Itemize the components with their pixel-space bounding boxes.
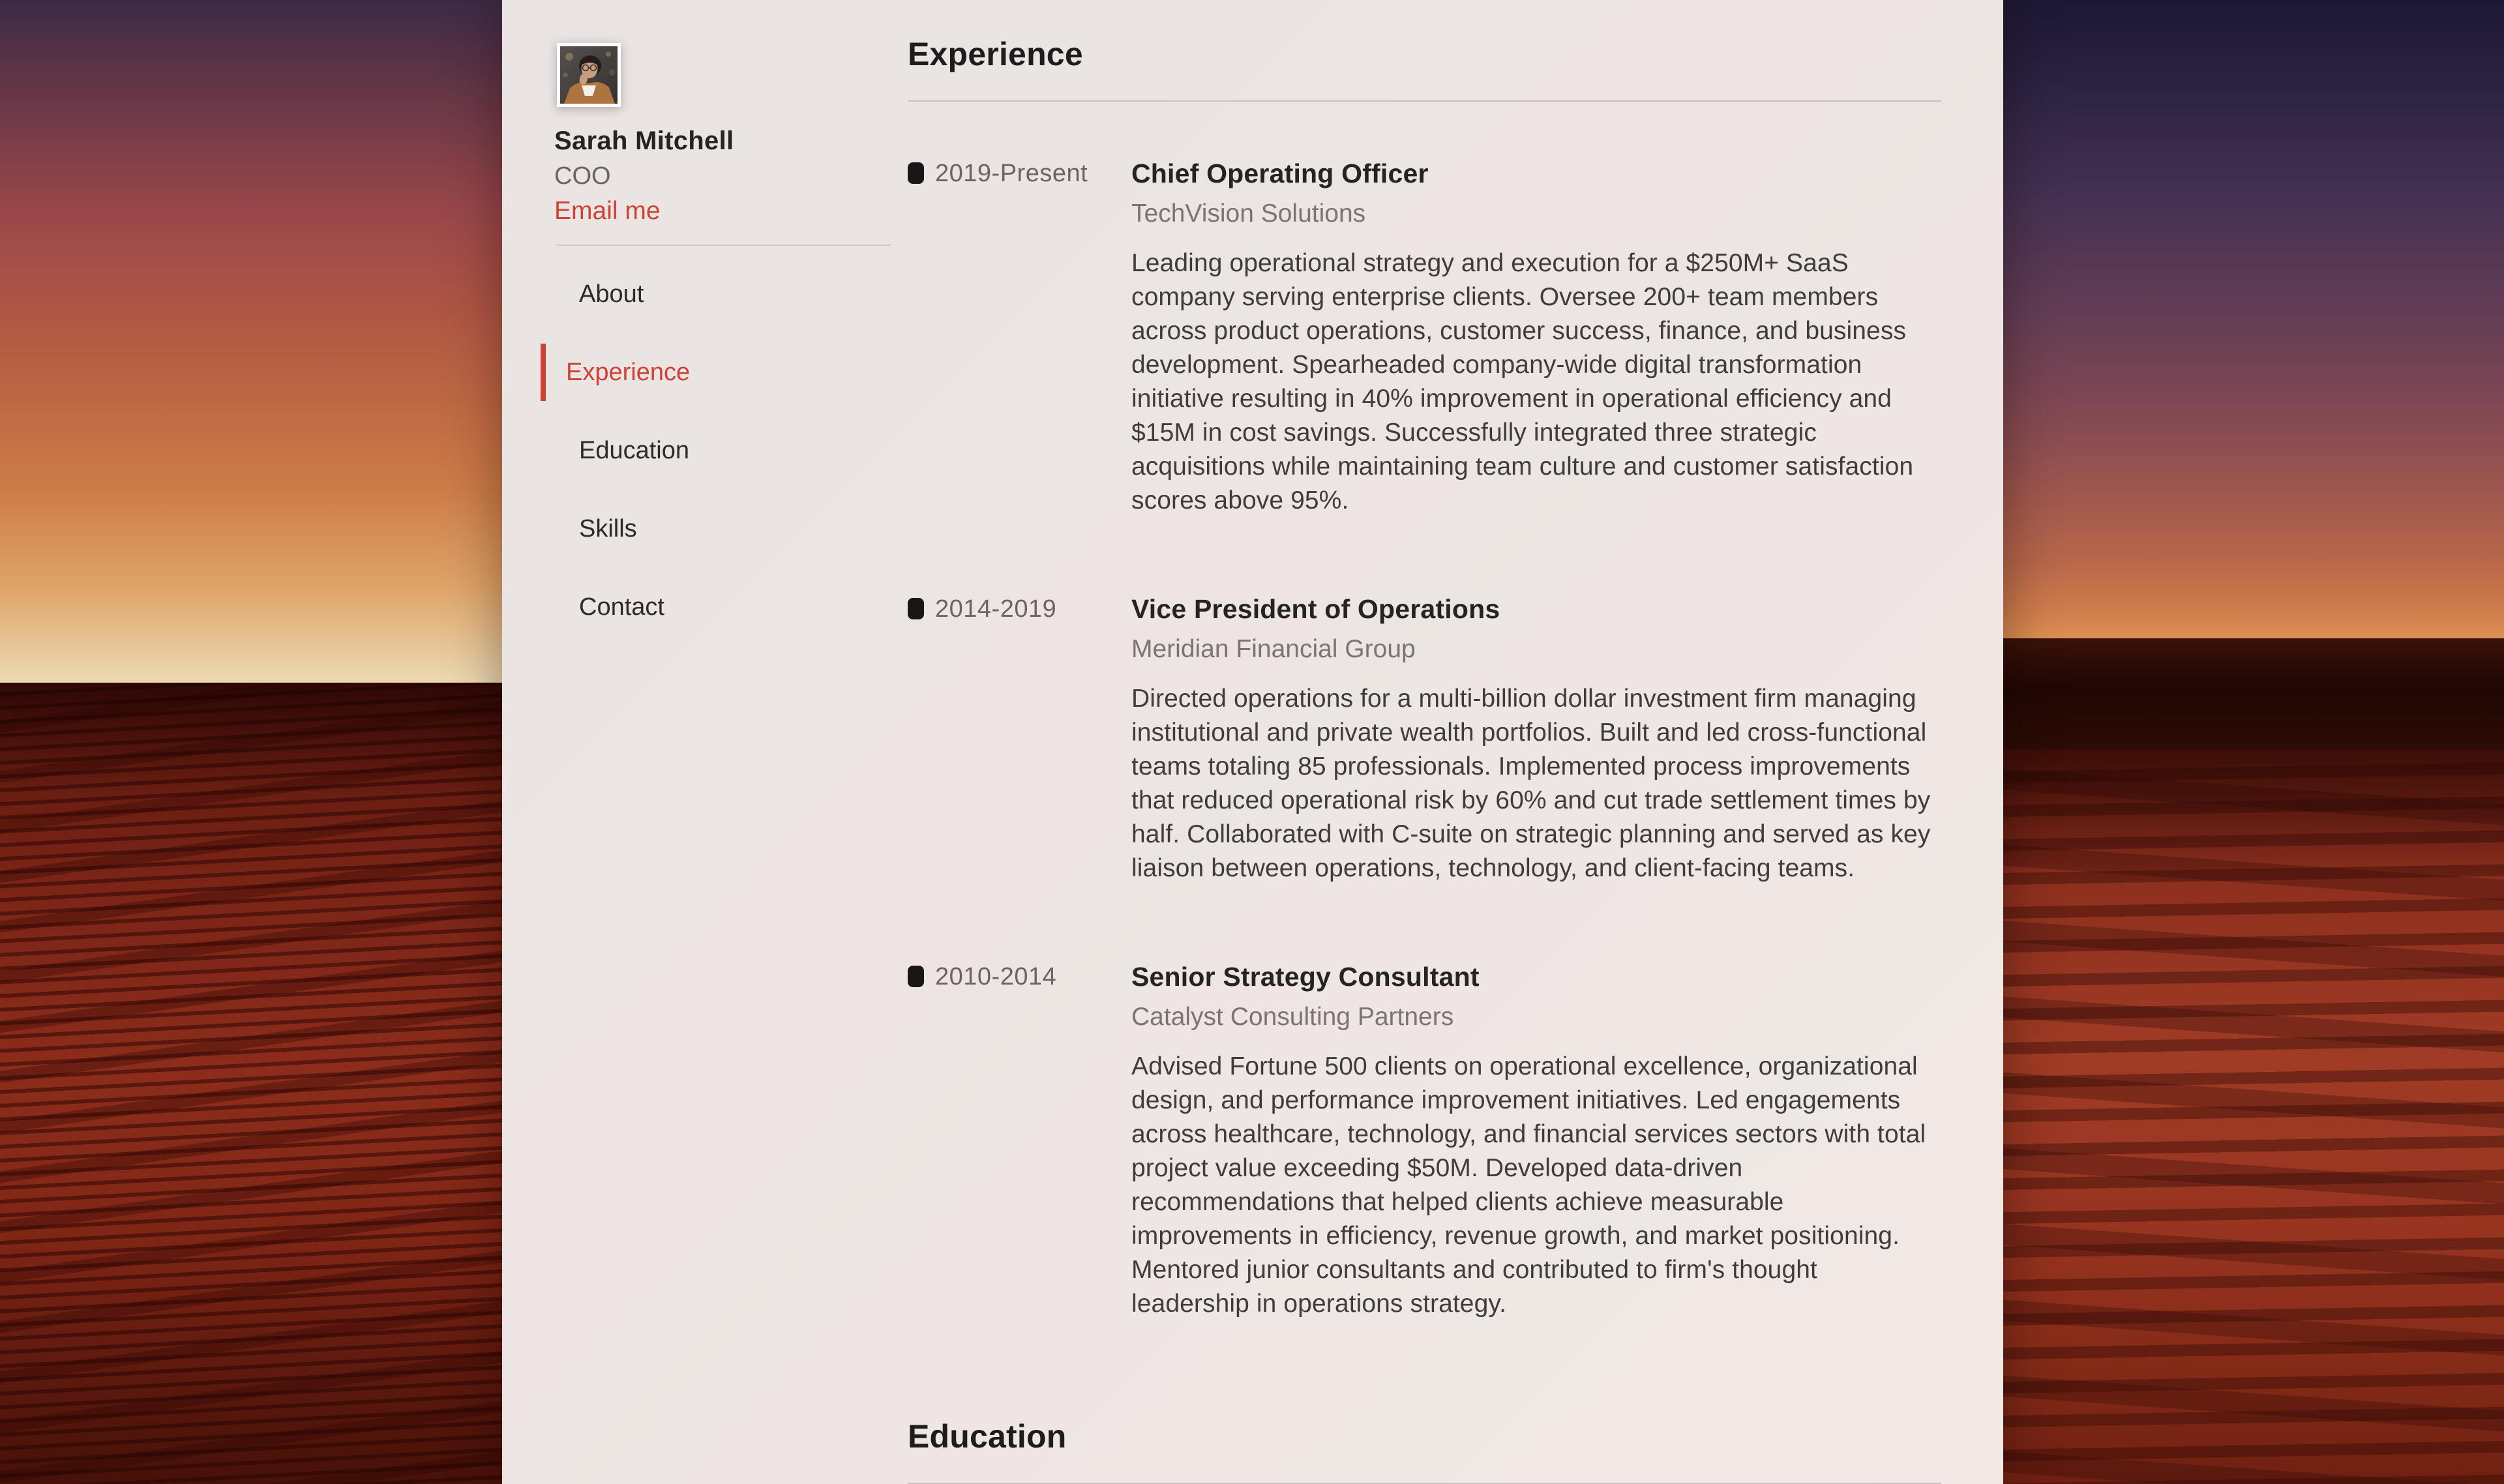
entry-company: TechVision Solutions (1131, 200, 1366, 228)
entry-role: Chief Operating Officer (1131, 158, 1429, 188)
sand-dune-left (0, 683, 502, 1484)
section-title-experience: Experience (908, 36, 1083, 72)
sidebar-item-contact[interactable]: Contact (579, 593, 664, 621)
entry-role: Vice President of Operations (1131, 594, 1500, 624)
section-divider (908, 100, 1941, 102)
entry-timeline (908, 961, 1131, 1321)
experience-entry (908, 158, 1941, 518)
entry-timeline (908, 158, 1131, 518)
entry-details (1131, 593, 1941, 885)
sunset-sky-left (0, 0, 502, 683)
timeline-bullet-icon (908, 162, 924, 184)
entry-company: Meridian Financial Group (1131, 635, 1416, 663)
sunset-sky-right (2002, 0, 2504, 638)
experience-section (908, 0, 1941, 1484)
entry-description: Directed operations for a multi-billion dollar investment firm managing institutional and private wealth portfolios. Built and led cross-functional teams totaling 85 professionals. Implemented process improvements that reduced operational risk by 60% and cut trade settlement times by half. Collaborated with C-suite on strategic planning and served as key liaison between operations, technology, and client-facing teams. (1131, 685, 1931, 882)
desert-wallpaper-right (2002, 0, 2504, 1484)
entry-description: Advised Fortune 500 clients on operational excellence, organizational design, and performance improvement initiatives. Led engagements across healthcare, technology, and financial services sectors with total project value exceeding $50M. Developed data-driven recommendations that helped clients achieve measurable improvements in efficiency, revenue growth, and market positioning. Mentored junior consultants and contributed to firm's thought leadership in operations strategy. (1131, 1052, 1926, 1318)
entry-role: Senior Strategy Consultant (1131, 962, 1480, 992)
active-indicator-bar (541, 344, 546, 401)
timeline-bullet-icon (908, 598, 924, 619)
entry-details (1131, 158, 1941, 518)
entry-details (1131, 961, 1941, 1321)
entry-description: Leading operational strategy and execution for a $250M+ SaaS company serving enterprise clients. Oversee 200+ team members across product operations, customer success, finance, and business development. Spearheaded company-wide digital transformation initiative resulting in 40% improvement in operational efficiency and $15M in cost savings. Successfully integrated three strategic acquisitions while maintaining team culture and customer satisfaction scores above 95%. (1131, 249, 1914, 514)
entry-period: 2010-2014 (935, 963, 1057, 990)
entry-period: 2019-Present (935, 160, 1088, 187)
experience-entry (908, 961, 1941, 1321)
entry-company: Catalyst Consulting Partners (1131, 1003, 1454, 1031)
entry-timeline (908, 593, 1131, 885)
profile-photo (557, 43, 621, 107)
sidebar-item-label: Experience (566, 358, 691, 386)
desert-wallpaper-left (0, 0, 502, 1484)
person-role: COO (554, 162, 611, 190)
person-name: Sarah Mitchell (554, 126, 734, 155)
resume-page (502, 0, 2003, 1484)
dune-ridge-right (2002, 638, 2504, 750)
sidebar-item-skills[interactable]: Skills (579, 514, 637, 542)
sidebar (502, 0, 908, 1484)
experience-entry (908, 593, 1941, 885)
sidebar-item-experience[interactable] (554, 333, 906, 411)
sand-plain-right (2002, 749, 2504, 1484)
sidebar-item-education[interactable]: Education (579, 436, 690, 464)
timeline-bullet-icon (908, 966, 924, 987)
email-link[interactable]: Email me (554, 197, 661, 225)
section-title-education: Education (908, 1418, 1067, 1455)
sidebar-divider (557, 245, 891, 246)
experience-entries (908, 158, 1941, 1321)
sidebar-nav (554, 255, 908, 646)
entry-period: 2014-2019 (935, 595, 1057, 623)
sidebar-item-about[interactable]: About (579, 280, 644, 308)
